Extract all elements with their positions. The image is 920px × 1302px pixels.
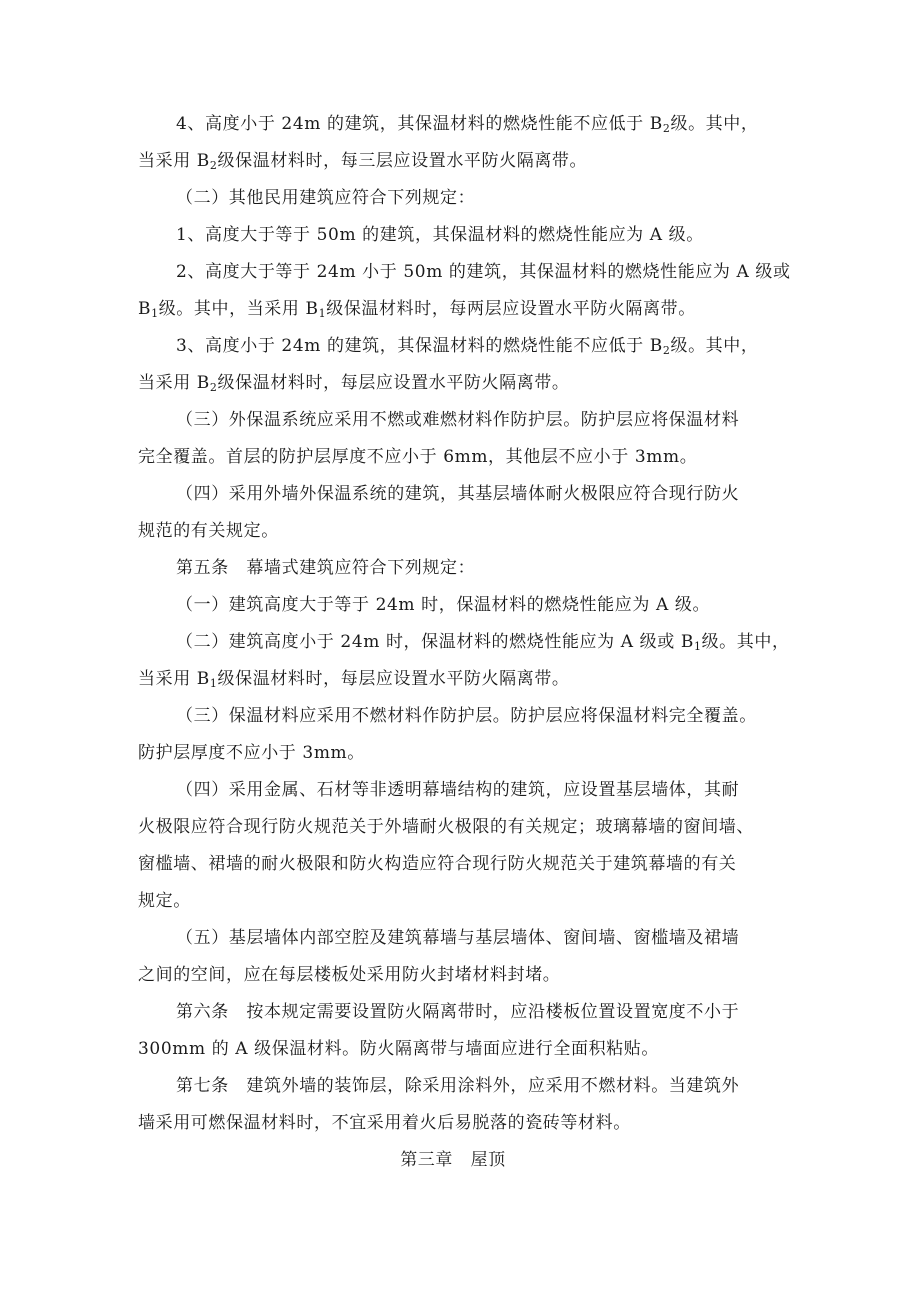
text-segment: 当采用 B bbox=[138, 151, 210, 171]
text-segment: 级保温材料时，每层应设置水平防火隔离带。 bbox=[217, 373, 570, 393]
paragraph-continuation bbox=[138, 365, 788, 402]
subscript: 1 bbox=[318, 307, 327, 320]
text-segment: 当采用 B bbox=[138, 669, 210, 689]
paragraph: （五）基层墙体内部空腔及建筑幕墙与基层墙体、窗间墙、窗槛墙及裙墙 bbox=[176, 928, 740, 948]
article-heading: 第五条 幕墙式建筑应符合下列规定： bbox=[176, 558, 476, 578]
chapter-heading: 第三章 屋顶 bbox=[400, 1150, 506, 1170]
paragraph: 1、高度大于等于 50m 的建筑，其保温材料的燃烧性能应为 A 级。 bbox=[176, 225, 704, 245]
paragraph: （一）建筑高度大于等于 24m 时，保温材料的燃烧性能应为 A 级。 bbox=[176, 595, 711, 615]
subscript: 2 bbox=[209, 159, 218, 172]
paragraph-continuation: 之间的空间，应在每层楼板处采用防火封堵材料封堵。 bbox=[138, 965, 561, 985]
paragraph: （三）外保温系统应采用不燃或难燃材料作防护层。防护层应将保温材料 bbox=[176, 410, 740, 430]
paragraph: 2、高度大于等于 24m 小于 50m 的建筑，其保温材料的燃烧性能应为 A 级或 bbox=[176, 262, 791, 282]
paragraph: （二）其他民用建筑应符合下列规定： bbox=[176, 188, 476, 208]
paragraph-continuation bbox=[138, 291, 788, 328]
paragraph: （四）采用金属、石材等非透明幕墙结构的建筑，应设置基层墙体，其耐 bbox=[176, 780, 740, 800]
paragraph bbox=[138, 328, 788, 365]
article-paragraph: 第七条 建筑外墙的装饰层，除采用涂料外，应采用不燃材料。当建筑外 bbox=[176, 1076, 740, 1096]
paragraph-continuation: 墙采用可燃保温材料时，不宜采用着火后易脱落的瓷砖等材料。 bbox=[138, 1113, 631, 1133]
text-segment: B bbox=[138, 299, 152, 319]
text-segment: 4、高度小于 24m 的建筑，其保温材料的燃烧性能不应低于 B bbox=[176, 114, 663, 134]
subscript: 1 bbox=[693, 640, 702, 653]
article-paragraph: 第六条 按本规定需要设置防火隔离带时，应沿楼板位置设置宽度不小于 bbox=[176, 1002, 740, 1022]
paragraph bbox=[138, 106, 788, 143]
paragraph: （三）保温材料应采用不燃材料作防护层。防护层应将保温材料完全覆盖。 bbox=[176, 706, 757, 726]
text-segment: 级保温材料时，每层应设置水平防火隔离带。 bbox=[217, 669, 570, 689]
paragraph-continuation: 窗槛墙、裙墙的耐火极限和防火构造应符合现行防火规范关于建筑幕墙的有关 bbox=[138, 854, 737, 874]
text-segment: 级。其中， bbox=[670, 114, 759, 134]
text-segment: 当采用 B bbox=[138, 373, 210, 393]
paragraph-continuation: 规范的有关规定。 bbox=[138, 521, 279, 541]
paragraph-continuation bbox=[138, 661, 788, 698]
paragraph bbox=[138, 624, 788, 661]
paragraph-continuation: 完全覆盖。首层的防护层厚度不应小于 6mm，其他层不应小于 3mm。 bbox=[138, 447, 698, 467]
text-segment: 级保温材料时，每两层应设置水平防火隔离带。 bbox=[326, 299, 696, 319]
paragraph: （四）采用外墙外保温系统的建筑，其基层墙体耐火极限应符合现行防火 bbox=[176, 484, 740, 504]
text-segment: 级。其中，当采用 B bbox=[158, 299, 319, 319]
text-segment: 级。其中， bbox=[701, 632, 790, 652]
text-segment: 级保温材料时，每三层应设置水平防火隔离带。 bbox=[217, 151, 588, 171]
paragraph-continuation: 300mm 的 A 级保温材料。防火隔离带与墙面应进行全面积粘贴。 bbox=[138, 1039, 659, 1059]
paragraph-continuation: 规定。 bbox=[138, 891, 191, 911]
text-segment: 3、高度小于 24m 的建筑，其保温材料的燃烧性能不应低于 B bbox=[176, 336, 663, 356]
subscript: 1 bbox=[151, 307, 159, 320]
text-segment: （二）建筑高度小于 24m 时，保温材料的燃烧性能应为 A 级或 B bbox=[176, 632, 694, 652]
paragraph-continuation: 火极限应符合现行防火规范关于外墙耐火极限的有关规定；玻璃幕墙的窗间墙、 bbox=[138, 817, 754, 837]
subscript: 2 bbox=[662, 344, 671, 357]
subscript: 2 bbox=[662, 122, 671, 135]
paragraph-continuation: 防护层厚度不应小于 3mm。 bbox=[138, 743, 365, 763]
paragraph-continuation bbox=[138, 143, 788, 180]
text-segment: 级。其中， bbox=[670, 336, 759, 356]
document-page bbox=[138, 106, 791, 1179]
subscript: 2 bbox=[209, 381, 218, 394]
subscript: 1 bbox=[209, 677, 218, 690]
